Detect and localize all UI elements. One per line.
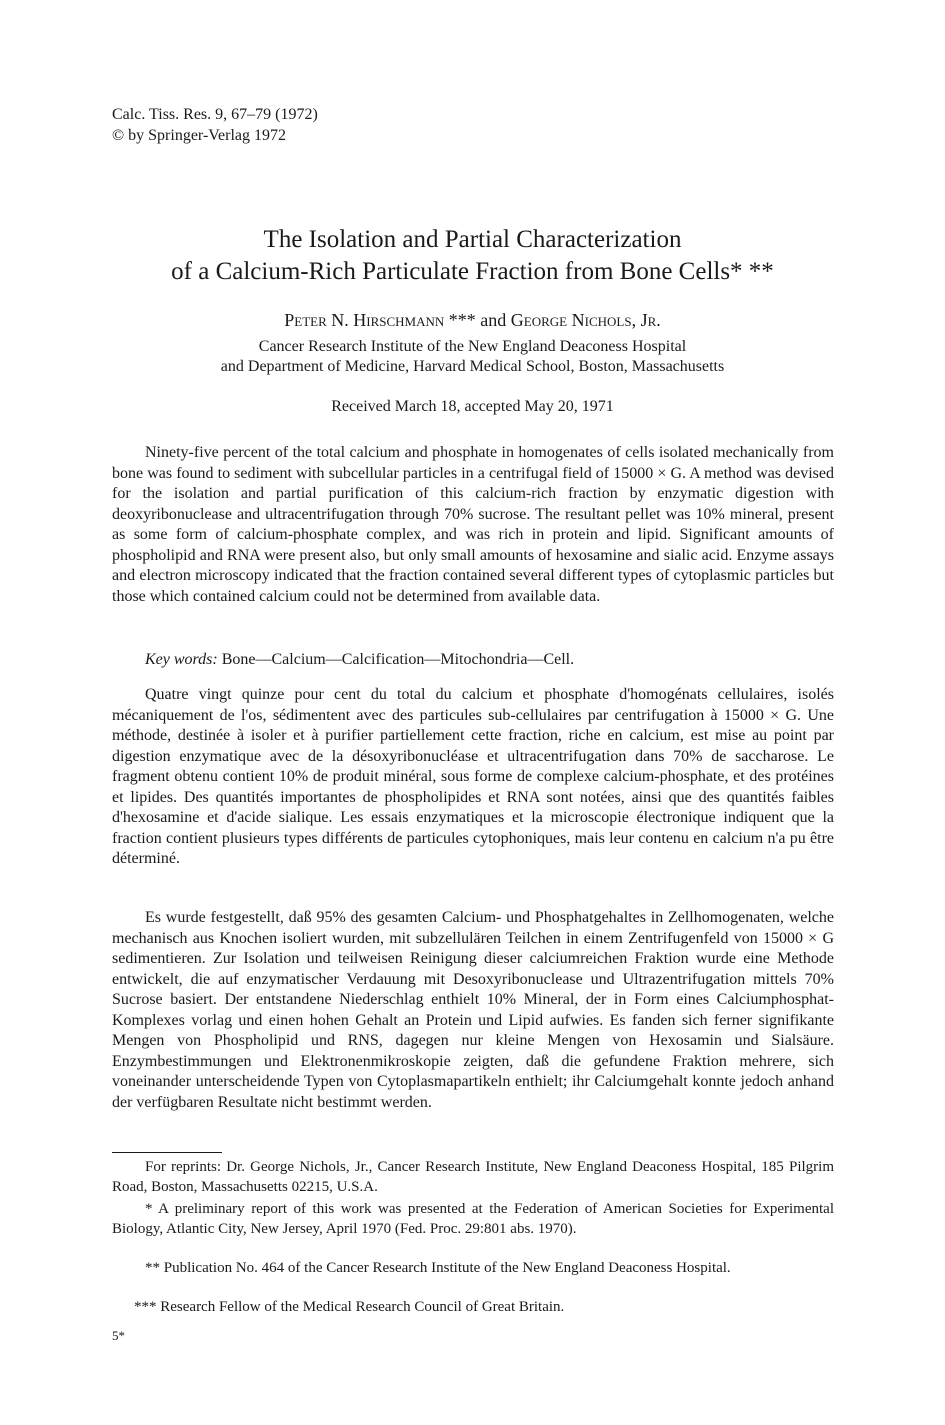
author2-last-name: Nichols xyxy=(571,310,632,330)
journal-reference: Calc. Tiss. Res. 9, 67–79 (1972) xyxy=(112,106,318,123)
keywords-label: Key words: xyxy=(145,651,218,668)
affiliation xyxy=(60,337,885,377)
paper-title xyxy=(60,224,885,288)
author1-middle-initial: N. xyxy=(326,310,354,330)
title-line-1: The Isolation and Partial Characterization xyxy=(263,226,682,253)
footnote-single-star: * A preliminary report of this work was presented at the Federation of American Societies for Experimental Biology, Atlantic City, New Jersey, April 1970 (Fed. Proc. 29:801 abs. 1970). xyxy=(112,1201,834,1237)
title-line-2: of a Calcium-Rich Particulate Fraction from Bone Cells* ** xyxy=(171,258,774,285)
journal-citation xyxy=(112,104,318,146)
affiliation-line-1: Cancer Research Institute of the New England Deaconess Hospital xyxy=(258,338,687,355)
author-line xyxy=(60,309,885,331)
affiliation-line-2: and Department of Medicine, Harvard Medical School, Boston, Massachusetts xyxy=(220,358,725,375)
author-conjunction: and xyxy=(480,310,511,330)
keywords xyxy=(112,650,834,671)
footnote-divider xyxy=(112,1152,222,1153)
author1-footnote-marks: *** xyxy=(444,310,481,330)
author2-first-name: George xyxy=(510,310,568,330)
received-dates: Received March 18, accepted May 20, 1971 xyxy=(331,398,614,415)
footnote-reprints: For reprints: Dr. George Nichols, Jr., Cancer Research Institute, New England Deaconess Hospital, 185 Pilgrim Road, Boston, Massachusetts 02215, U.S.A. xyxy=(112,1159,834,1195)
author1-last-name: Hirschmann xyxy=(353,310,445,330)
author2-suffix: , Jr. xyxy=(631,310,661,330)
copyright-line: © by Springer-Verlag 1972 xyxy=(112,127,287,144)
abstract-french: Quatre vingt quinze pour cent du total du calcium et phosphate d'homogénats cellulaires, isolés mécaniquement de l'os, sédimentent avec des particules sub-cellulaires par centrifugation à 15000 × G. Une méthode, destinée à isoler et à purifier partiellement cette fraction, riche en calcium, est mise au point par digestion enzymatique avec de la désoxyribonucléase et ultracentrifugation dans 70% de saccharose. Le fragment obtenu contient 10% de produit minéral, sous forme de complexe calcium-phosphate, et des protéines et lipides. Des quantités importantes de phospholipides et RNA sont notées, ainsi que des quantités faibles d'hexosamine et d'acide sialique. Les essais enzymatiques et la microscopie électronique indiquent que la fraction contient plusieurs types différents de particules cytophoniques, mais leur contenu en calcium n'a pu être déterminé. xyxy=(112,686,834,867)
page-signature-mark: 5* xyxy=(112,1328,125,1343)
keywords-list: Bone—Calcium—Calcification—Mitochondria—Cell. xyxy=(217,651,575,668)
footnote-double-star: ** Publication No. 464 of the Cancer Research Institute of the New England Deaconess Hospital. xyxy=(145,1260,731,1276)
author1-first-name: Peter xyxy=(284,310,327,330)
abstract-german: Es wurde festgestellt, daß 95% des gesamten Calcium- und Phosphatgehaltes in Zellhomogenaten, welche mechanisch aus Knochen isoliert wurden, mit subzellulären Teilchen in einem Zentrifugenfeld von 15000 × G sedimentieren. Zur Isolation und teilweisen Reinigung dieser calciumreichen Fraktion wurde eine Methode entwickelt, die auf enzymatischer Verdauung mit Desoxyribonuclease und Ultrazentrifugation mittels 70% Sucrose basiert. Der entstandene Niederschlag enthielt 10% Mineral, der in Form eines Calciumphosphat-Komplexes vorlag und einen hohen Gehalt an Protein und Lipid aufwies. Es fanden sich ferner signifikante Mengen von Phospholipid und RNS, dagegen nur kleine Mengen von Hexosamin und Sialsäure. Enzymbestimmungen und Elektronenmikroskopie zeigten, daß die gefundene Fraktion mehrere, sich voneinander unterscheidende Typen von Cytoplasmapartikeln enthielt; ihr Calciumgehalt konnte jedoch anhand der verfügbaren Resultate nicht bestimmt werden. xyxy=(112,909,834,1111)
footnote-triple-star: *** Research Fellow of the Medical Research Council of Great Britain. xyxy=(134,1299,565,1315)
abstract-english: Ninety-five percent of the total calcium and phosphate in homogenates of cells isolated mechanically from bone was found to sediment with subcellular particles in a centrifugal field of 15000 × G. A method was devised for the isolation and partial purification of this calcium-rich fraction by enzymatic digestion with deoxyribonuclease and ultracentrifugation through 70% sucrose. The resultant pellet was 10% mineral, present as some form of calcium-phosphate complex, and was rich in protein and lipid. Significant amounts of phospholipid and RNA were present also, but only small amounts of hexosamine and sialic acid. Enzyme assays and electron microscopy indicated that the fraction contained several different types of cytoplasmic particles but those which contained calcium could not be determined from available data. xyxy=(112,444,834,605)
